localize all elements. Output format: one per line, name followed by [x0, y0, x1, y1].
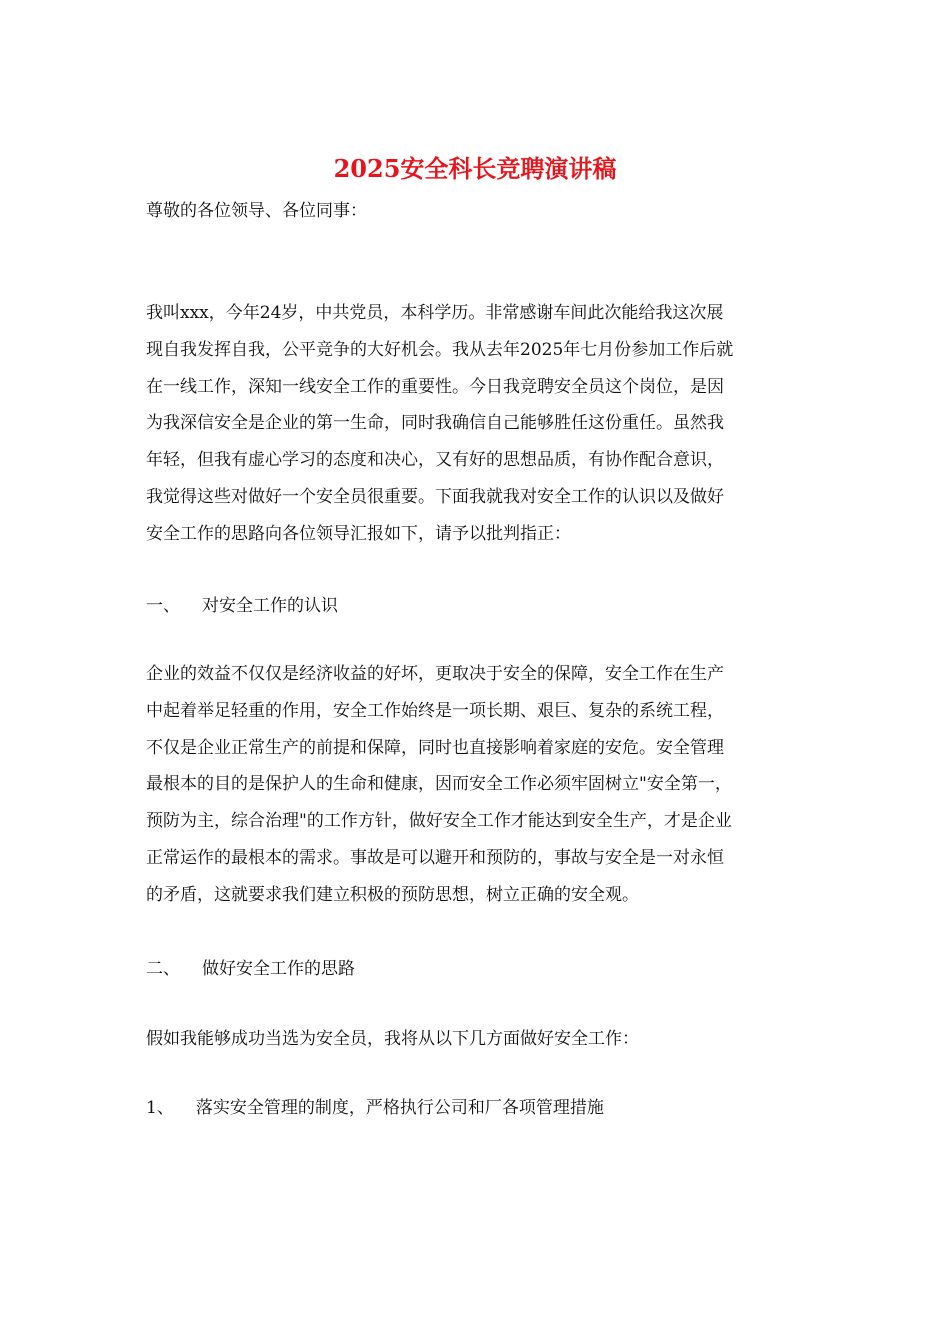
paragraph-line: 最根本的目的是保护人的生命和健康，因而安全工作必须牢固树立"安全第一， [146, 774, 732, 795]
list-item-1 [146, 1090, 816, 1127]
list-item-number: 1、 [146, 1098, 174, 1118]
paragraph-line: 为我深信安全是企业的第一生命，同时我确信自己能够胜任这份重任。虽然我 [146, 413, 724, 434]
paragraph-line: 正常运作的最根本的需求。事故是可以避开和预防的，事故与安全是一对永恒 [146, 847, 724, 868]
paragraph-line: 我叫xxx，今年24岁，中共党员，本科学历。非常感谢车间此次能给我这次展 [146, 303, 724, 323]
salutation: 尊敬的各位领导、各位同事： [146, 201, 367, 221]
section-title: 做好安全工作的思路 [202, 959, 355, 979]
section-number: 二、 [146, 959, 180, 979]
section-number: 一、 [146, 596, 180, 616]
section2-intro: 假如我能够成功当选为安全员，我将从以下几方面做好安全工作： [146, 1029, 639, 1049]
paragraph-line: 中起着举足轻重的作用，安全工作始终是一项长期、艰巨、复杂的系统工程， [146, 700, 724, 721]
paragraph-line: 我觉得这些对做好一个安全员很重要。下面我就我对安全工作的认识以及做好 [146, 486, 724, 507]
paragraph-line: 现自我发挥自我，公平竞争的大好机会。我从去年2025年七月份参加工作后就 [146, 339, 734, 360]
document-title: 2025安全科长竞聘演讲稿 [333, 154, 617, 183]
section-heading-1 [146, 588, 816, 625]
paragraph-line: 年轻，但我有虚心学习的态度和决心，又有好的思想品质，有协作配合意识， [146, 450, 724, 471]
section1-paragraph [146, 656, 816, 914]
paragraph-line: 预防为主，综合治理"的工作方针，做好安全工作才能达到安全生产，才是企业 [146, 811, 732, 832]
paragraph-line: 不仅是企业正常生产的前提和保障，同时也直接影响着家庭的安危。安全管理 [146, 737, 724, 758]
paragraph-line: 安全工作的思路向各位领导汇报如下，请予以批判指正： [146, 523, 571, 544]
paragraph-line: 企业的效益不仅仅是经济收益的好坏，更取决于安全的保障，安全工作在生产 [146, 664, 724, 684]
section-heading-2 [146, 951, 816, 988]
paragraph-line: 的矛盾，这就要求我们建立积极的预防思想，树立正确的安全观。 [146, 884, 639, 905]
section-title: 对安全工作的认识 [202, 596, 338, 616]
intro-paragraph [146, 295, 816, 553]
paragraph-line: 在一线工作，深知一线安全工作的重要性。今日我竞聘安全员这个岗位，是因 [146, 376, 724, 397]
list-item-text: 落实安全管理的制度，严格执行公司和厂各项管理措施 [195, 1098, 604, 1118]
